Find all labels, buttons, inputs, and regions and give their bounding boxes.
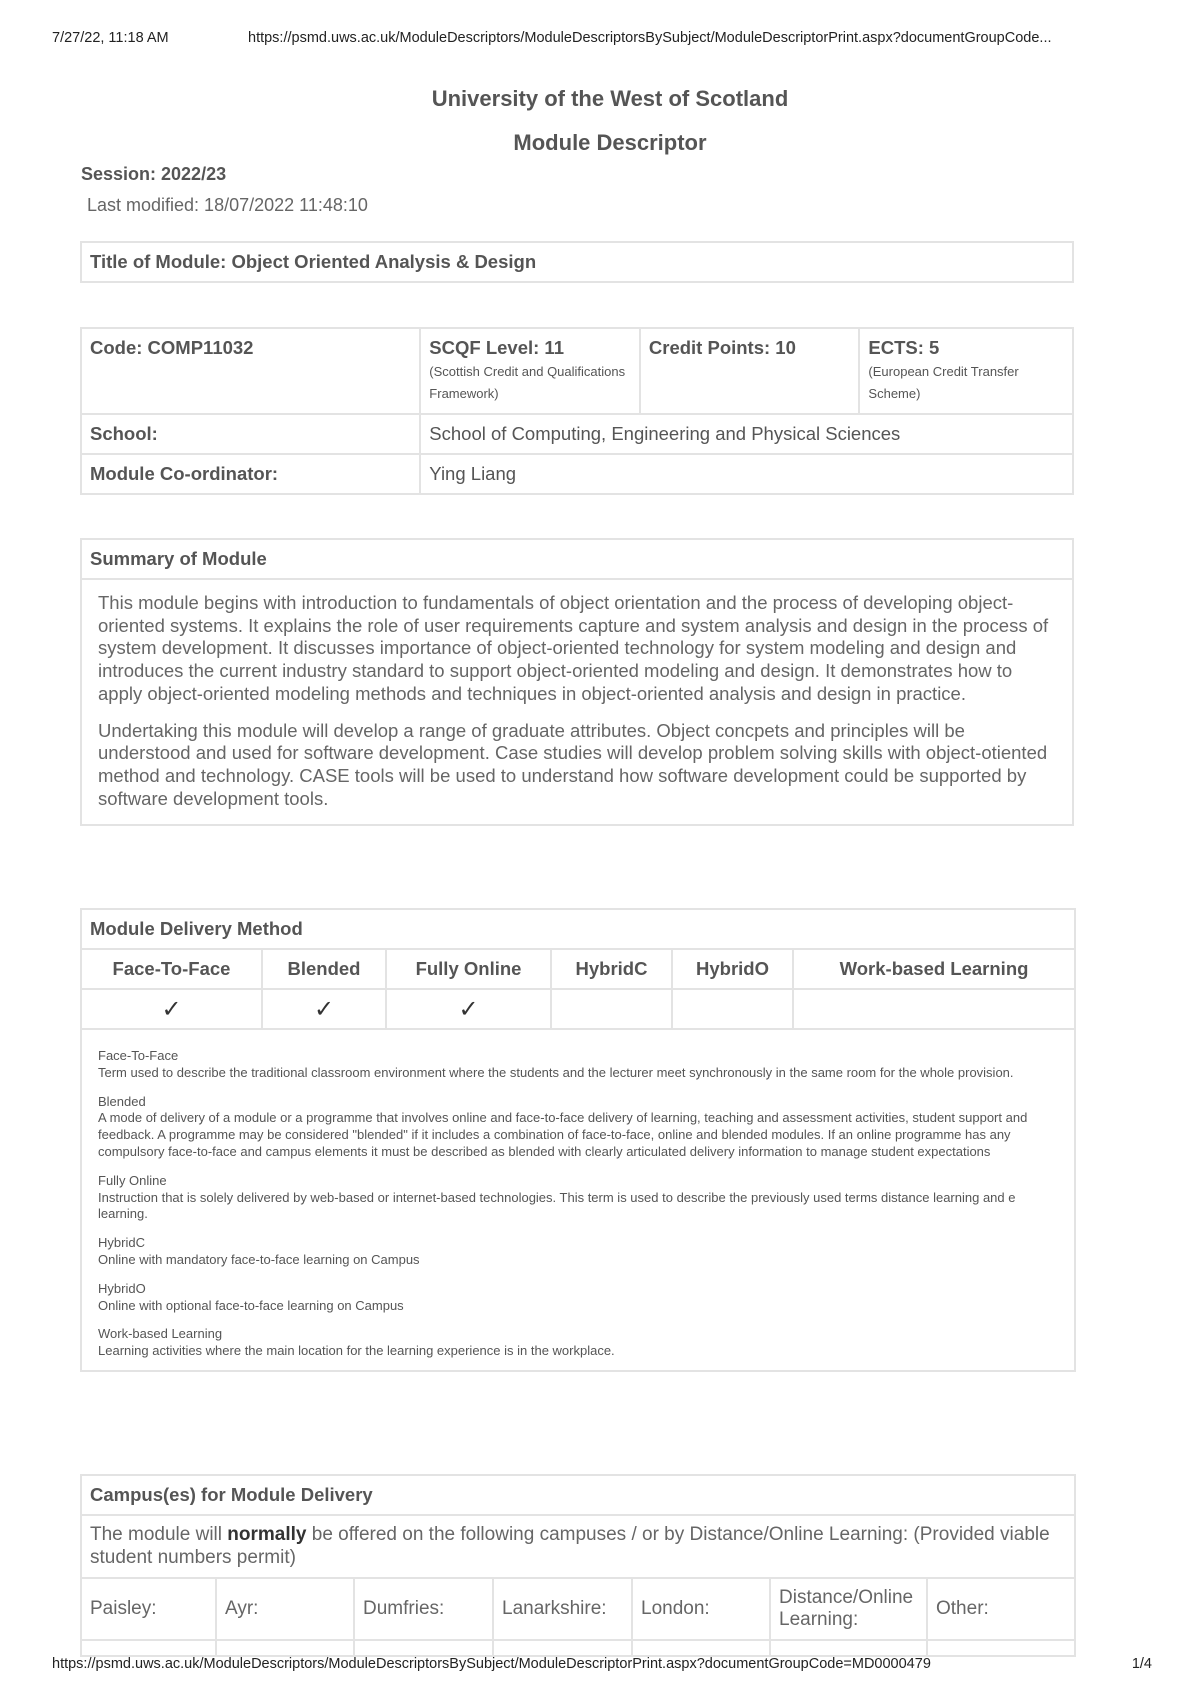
campus-cut-cell (927, 1640, 1075, 1656)
check-icon: ✓ (262, 989, 386, 1029)
delivery-definitions (81, 1029, 1075, 1371)
definition-item (98, 1326, 1058, 1360)
module-code-text: Code: COMP11032 (90, 337, 254, 358)
summary-table (80, 538, 1074, 826)
ects (859, 328, 1073, 414)
campus-intro-text: The module will (90, 1524, 228, 1545)
definition-term: HybridC (98, 1235, 145, 1251)
summary-heading: Summary of Module (81, 539, 1073, 579)
summary-body (81, 579, 1073, 825)
definition-text: A mode of delivery of a module or a programme that involves online and face-to-face delivery of learning, teaching and assessment activities, student support and feedback. A programme may be considered "blended" if it includes a combination of face-to-face, online and blended modules. If an online programme has any compulsory face-to-face and campus elements it must be described as blended with clearly articulated delivery information to manage student expectations (98, 1110, 1028, 1159)
definition-text: Online with optional face-to-face learning on Campus (98, 1297, 404, 1313)
definition-term: HybridO (98, 1280, 146, 1296)
definition-item (98, 1094, 1058, 1161)
delivery-col-hybridc: HybridC (551, 949, 672, 989)
check-icon: ✓ (386, 989, 551, 1029)
page-number: 1/4 (1131, 1656, 1152, 1672)
campus-london: London: (632, 1578, 770, 1640)
definition-term: Fully Online (98, 1172, 167, 1188)
print-footer (52, 1656, 1152, 1672)
campus-cut-cell (216, 1640, 354, 1656)
module-info-table (80, 327, 1074, 495)
scqf-level (420, 328, 640, 414)
module-title-table (80, 241, 1074, 283)
definition-term: Work-based Learning (98, 1326, 223, 1342)
delivery-method-table (80, 908, 1076, 1372)
check-icon: ✓ (81, 989, 262, 1029)
empty-cell (793, 989, 1075, 1029)
campus-cut-cell (81, 1640, 216, 1656)
summary-paragraph: Undertaking this module will develop a range of graduate attributes. Object concpets and principles will be understood and used for software development. Case studies will develop problem solving skills with object-otiented method and technology. CASE tools will be used to understand how software development could be supported by software development tools. (98, 719, 1048, 809)
document-title: Module Descriptor (513, 130, 707, 155)
definition-item (98, 1235, 1058, 1269)
credit-points (640, 328, 860, 414)
campus-ayr: Ayr: (216, 1578, 354, 1640)
delivery-col-blended: Blended (262, 949, 386, 989)
module-title: Title of Module: Object Oriented Analysis & Design (81, 242, 1073, 282)
coordinator-label: Module Co-ordinator: (81, 454, 420, 494)
campus-distance-online: Distance/Online Learning: (770, 1578, 927, 1640)
print-date: 7/27/22, 11:18 AM (52, 30, 169, 46)
definition-term: Blended (98, 1093, 146, 1109)
definition-item (98, 1173, 1058, 1223)
definition-term: Face-To-Face (98, 1048, 179, 1063)
campus-cut-cell (493, 1640, 632, 1656)
print-url: https://psmd.uws.ac.uk/ModuleDescriptors/ModuleDescriptorsBySubject/ModuleDescriptorPrint.aspx?documentGroupCode... (248, 30, 1052, 46)
campus-intro (81, 1515, 1075, 1578)
campus-table (80, 1474, 1076, 1657)
definition-text: Term used to describe the traditional classroom environment where the students and the lecturer meet synchronously in the same room for the whole provision. (98, 1064, 1014, 1080)
ects-note: (European Credit Transfer Scheme) (868, 364, 1019, 401)
summary-paragraph: This module begins with introduction to fundamentals of object orientation and the process of developing object-oriented systems. It explains the role of user requirements capture and system analysis and design in the process of system development. It discusses importance of object-oriented technology for system modeling and design and introduces the current industry standard to support object-oriented modeling and design. It demonstrates how to apply object-oriented modeling methods and techniques in object-oriented analysis and design in practice. (98, 592, 1049, 704)
credit-points-text: Credit Points: 10 (648, 337, 796, 358)
school-value: School of Computing, Engineering and Physical Sciences (420, 414, 1073, 454)
delivery-col-hybrido: HybridO (672, 949, 793, 989)
coordinator-value: Ying Liang (420, 454, 1073, 494)
scqf-note: (Scottish Credit and Qualifications Framework) (429, 364, 626, 401)
last-modified: Last modified: 18/07/2022 11:48:10 (87, 195, 368, 215)
campus-dumfries: Dumfries: (354, 1578, 493, 1640)
definition-text: Learning activities where the main location for the learning experience is in the workplace. (98, 1343, 615, 1359)
campus-cut-cell (354, 1640, 493, 1656)
campus-heading: Campus(es) for Module Delivery (81, 1475, 1075, 1515)
footer-url: https://psmd.uws.ac.uk/ModuleDescriptors/ModuleDescriptorsBySubject/ModuleDescriptorPrint.aspx?documentGroupCode=MD0000479 (52, 1656, 931, 1672)
campus-lanarkshire: Lanarkshire: (493, 1578, 632, 1640)
empty-cell (672, 989, 793, 1029)
ects-text: ECTS: 5 (868, 337, 940, 358)
campus-intro-text: be offered on the following campuses / or by Distance/Online Learning: (Provided viable student numbers permit) (90, 1524, 1050, 1568)
scqf-level-text: SCQF Level: 11 (429, 337, 564, 358)
definition-item (98, 1281, 1058, 1315)
definition-item (98, 1048, 1058, 1082)
campus-other: Other: (927, 1578, 1075, 1640)
campus-intro-bold: normally (227, 1524, 307, 1545)
campus-cut-cell (632, 1640, 770, 1656)
university-title: University of the West of Scotland (431, 86, 789, 111)
delivery-col-fully-online: Fully Online (386, 949, 551, 989)
definition-text: Instruction that is solely delivered by web-based or internet-based technologies. This term is used to describe the previously used terms distance learning and e learning. (98, 1189, 1016, 1222)
delivery-col-face-to-face: Face-To-Face (81, 949, 262, 989)
module-code (81, 328, 420, 414)
empty-cell (551, 989, 672, 1029)
campus-paisley: Paisley: (81, 1578, 216, 1640)
school-label: School: (81, 414, 420, 454)
definition-text: Online with mandatory face-to-face learning on Campus (98, 1251, 420, 1267)
delivery-heading: Module Delivery Method (81, 909, 1075, 949)
session-label: Session: 2022/23 (81, 164, 227, 184)
delivery-col-work-based: Work-based Learning (793, 949, 1075, 989)
campus-cut-cell (770, 1640, 927, 1656)
